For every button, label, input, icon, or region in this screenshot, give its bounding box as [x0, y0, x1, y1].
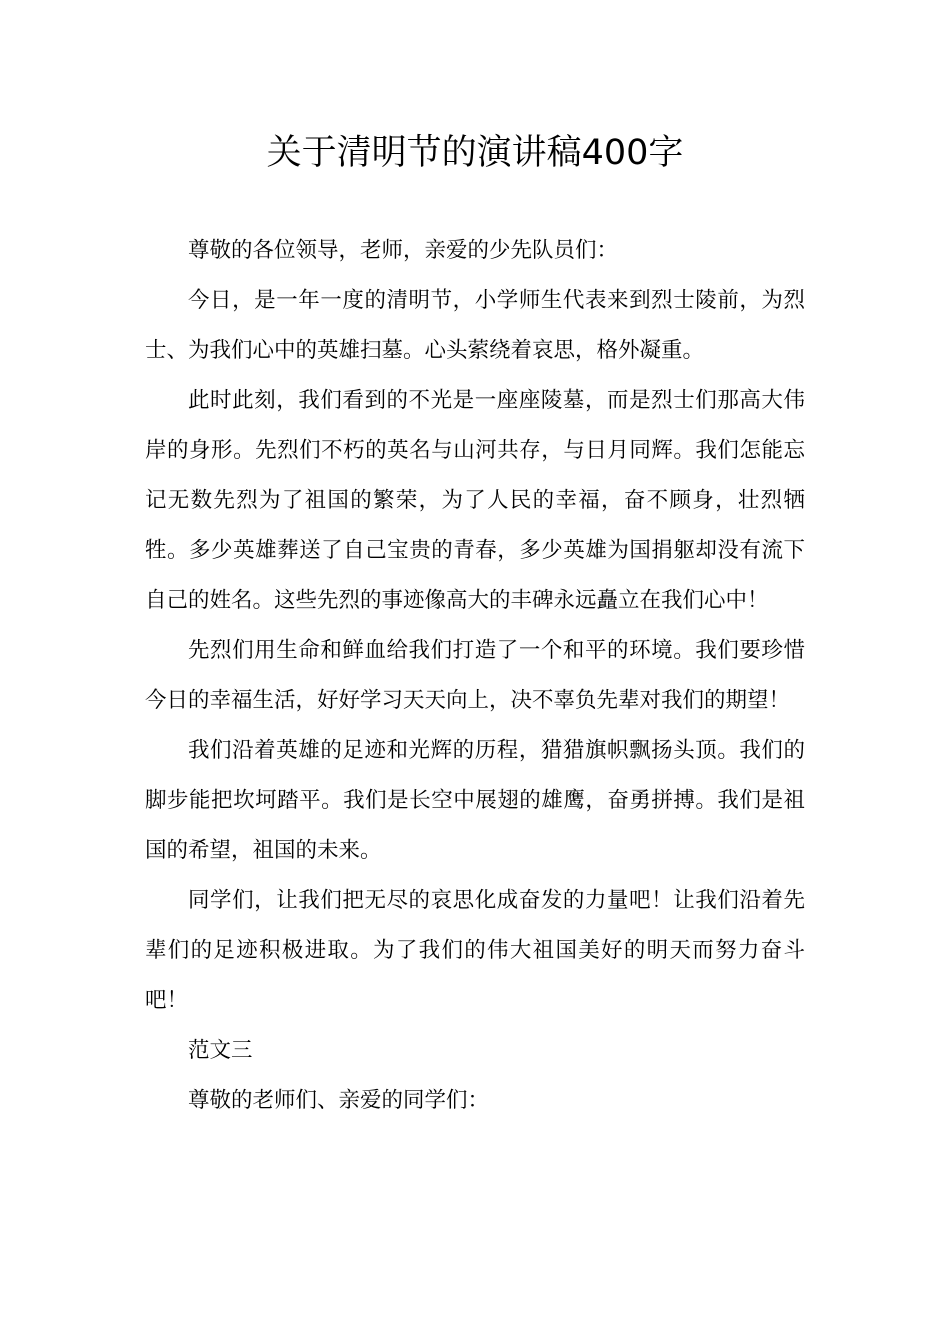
- document-body: [145, 226, 805, 1126]
- section-heading-sample-three: 范文三: [188, 1038, 253, 1063]
- paragraph-remembrance: 此时此刻，我们看到的不光是一座座陵墓，而是烈士们那高大伟岸的身形。先烈们不朽的英名与山河共存，与日月同辉。我们怎能忘记无数先烈为了祖国的繁荣，为了人民的幸福，奋不顾身，壮烈牺牲。多少英雄葬送了自己宝贵的青春，多少英雄为国捐躯却没有流下自己的姓名。这些先烈的事迹像高大的丰碑永远矗立在我们心中！: [145, 388, 805, 613]
- document-title: 关于清明节的演讲稿400字: [266, 133, 684, 173]
- paragraph-salutation: 尊敬的各位领导，老师，亲爱的少先队员们：: [188, 238, 619, 263]
- paragraph-salutation-2: 尊敬的老师们、亲爱的同学们：: [188, 1088, 490, 1113]
- paragraph-cherish: 先烈们用生命和鲜血给我们打造了一个和平的环境。我们要珍惜今日的幸福生活，好好学习天天向上，决不辜负先辈对我们的期望！: [145, 638, 805, 713]
- paragraph-footsteps: 我们沿着英雄的足迹和光辉的历程，猎猎旗帜飘扬头顶。我们的脚步能把坎坷踏平。我们是长空中展翅的雄鹰，奋勇拼搏。我们是祖国的希望，祖国的未来。: [145, 738, 805, 863]
- paragraph-intro: 今日，是一年一度的清明节，小学师生代表来到烈士陵前，为烈士、为我们心中的英雄扫墓。心头萦绕着哀思，格外凝重。: [145, 288, 805, 363]
- paragraph-call-to-action: 同学们，让我们把无尽的哀思化成奋发的力量吧！让我们沿着先辈们的足迹积极进取。为了我们的伟大祖国美好的明天而努力奋斗吧！: [145, 888, 805, 1013]
